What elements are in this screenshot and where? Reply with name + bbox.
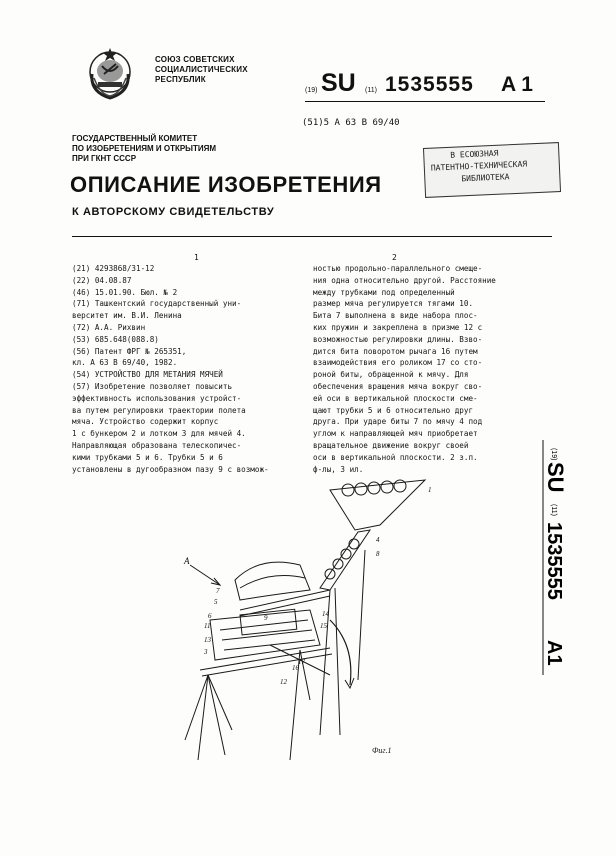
column-number: 2 [392, 253, 397, 262]
ussr-emblem-icon [80, 44, 140, 104]
left-column-line: (22) 04.08.87 [72, 275, 132, 285]
left-column-line: (72) А.А. Рихвин [72, 322, 146, 332]
label-6: 6 [208, 612, 212, 620]
left-column-line: Направляющая образована телескопичес- [72, 440, 242, 450]
right-column-line: дится бита поворотом рычага 16 путем [313, 346, 478, 356]
right-column-line: Бита 7 выполнена в виде набора плос- [313, 311, 478, 321]
figure-caption: Фиг.1 [372, 746, 392, 755]
label-8: 8 [376, 550, 380, 558]
label-14: 14 [322, 610, 329, 618]
left-column-line: 1 с бункером 2 и лотком 3 для мячей 4. [72, 429, 246, 439]
device-drawing [180, 470, 440, 770]
right-column [313, 263, 553, 475]
committee-line: ПРИ ГКНТ СССР [72, 154, 137, 163]
label-12: 12 [280, 678, 287, 686]
view-mark: A [184, 556, 190, 566]
right-column-line: ких пружин и закреплена в призме 12 с [313, 322, 483, 332]
left-column-line: установлены в дугообразном пазу 9 с возмож- [72, 464, 269, 474]
right-column-line: углом к направляющей мяч приобретает [313, 429, 478, 439]
committee-block [72, 134, 216, 164]
label-7: 7 [216, 587, 220, 595]
stamp-line: В ЕСОЮЗНАЯ [450, 148, 499, 160]
left-column-line: (46) 15.01.90. Бюл. № 2 [72, 287, 178, 297]
stamp-line: ПАТЕНТНО-ТЕХНИЧЕСКАЯ [430, 159, 528, 173]
label-16: 16 [292, 664, 299, 672]
document-subtitle: К АВТОРСКОМУ СВИДЕТЕЛЬСТВУ [72, 206, 275, 218]
column-number: 1 [194, 253, 199, 262]
right-column-line: ей оси в вертикальной плоскости сме- [313, 393, 478, 403]
divider [72, 236, 552, 237]
right-column-line: между трубками под определенный [313, 287, 455, 297]
left-column-line: кими трубками 5 и 6. Трубки 5 и 6 [72, 452, 223, 462]
left-column-line: (56) Патент ФРГ № 265351, [72, 346, 187, 356]
left-column-line: эффективность использования устройст- [72, 393, 242, 403]
guide-hood [235, 562, 310, 600]
label-5: 5 [214, 598, 218, 606]
classification: (51)5 A 63 B 69/40 [302, 118, 400, 128]
right-column-line: ф-лы, 3 ил. [313, 464, 364, 474]
left-column-line: (53) 685.648(088.8) [72, 334, 159, 344]
org-line: РЕСПУБЛИК [155, 75, 206, 84]
stamp-line: БИБЛИОТЕКА [461, 172, 510, 184]
hopper [330, 480, 425, 530]
kind-code: A 1 [501, 73, 533, 96]
right-column-line: ния одна относительно другой. Расстояние [313, 275, 496, 285]
label-1: 1 [428, 486, 432, 494]
right-column-line: друга. При ударе биты 7 по мячу 4 под [313, 417, 483, 427]
label-9: 9 [264, 614, 268, 622]
divider [305, 101, 545, 102]
left-column-line: ва путем регулировки траектории полета [72, 405, 246, 415]
label-17: 17 [298, 658, 305, 666]
left-column-line: кл. A 63 B 69/40, 1982. [72, 358, 178, 368]
document-number-line [305, 69, 545, 103]
right-column-line: щают трубки 5 и 6 относительно друг [313, 405, 474, 415]
label-15: 15 [320, 622, 327, 630]
right-column-line: возможностью регулировки длины. Взво- [313, 334, 483, 344]
library-stamp [423, 142, 561, 198]
committee-line: ПО ИЗОБРЕТЕНИЯМ И ОТКРЫТИЯМ [72, 144, 217, 153]
right-column-line: роной биты, обращенной к мячу. Для [313, 370, 469, 380]
left-column [72, 263, 298, 475]
left-column-line: (21) 4293868/31-12 [72, 264, 155, 273]
issuer-block [155, 55, 248, 85]
left-column-line: (71) Ташкентский государственный уни- [72, 299, 242, 309]
right-column-line: размер мяча регулируется тягами 10. [313, 299, 474, 309]
right-column-line: ностью продольно-параллельного смеще- [313, 264, 483, 273]
right-column-line: оси в вертикальной плоскости. 2 з.п. [313, 452, 478, 462]
country-code: SU [321, 69, 356, 97]
code-11: (11) [365, 87, 377, 94]
committee-line: ГОСУДАРСТВЕННЫЙ КОМИТЕТ [72, 134, 198, 143]
label-4: 4 [376, 536, 380, 544]
patent-number: 1535555 [385, 73, 474, 96]
label-11: 11 [204, 622, 211, 630]
right-column-line: обеспечения вращения мяча вокруг сво- [313, 381, 483, 391]
label-3: 3 [204, 648, 208, 656]
document-title: ОПИСАНИЕ ИЗОБРЕТЕНИЯ [70, 172, 382, 197]
side-code-11: (11) [550, 504, 557, 516]
left-column-line: (57) Изобретение позволяет повысить [72, 381, 233, 391]
org-line: СОЦИАЛИСТИЧЕСКИХ [155, 65, 248, 74]
side-country-code: SU [543, 462, 568, 493]
label-13: 13 [204, 636, 211, 644]
org-line: СОЮЗ СОВЕТСКИХ [155, 55, 235, 64]
code-19: (19) [305, 87, 318, 94]
side-kind-code: A1 [543, 640, 565, 666]
left-column-line: мяча. Устройство содержит корпус [72, 417, 219, 427]
guide-rim [240, 576, 305, 588]
side-code-19: (19) [550, 448, 557, 461]
side-document-number [532, 440, 602, 690]
side-patent-number: 1535555 [543, 522, 565, 600]
left-column-line: (54) УСТРОЙСТВО ДЛЯ МЕТАНИЯ МЯЧЕЙ [72, 370, 223, 380]
right-column-line: взаимодействия его роликом 17 со сто- [313, 358, 483, 368]
left-column-line: верситет им. В.И. Ленина [72, 311, 182, 321]
chute [320, 530, 370, 590]
right-column-line: вращательное движение вокруг своей [313, 440, 469, 450]
